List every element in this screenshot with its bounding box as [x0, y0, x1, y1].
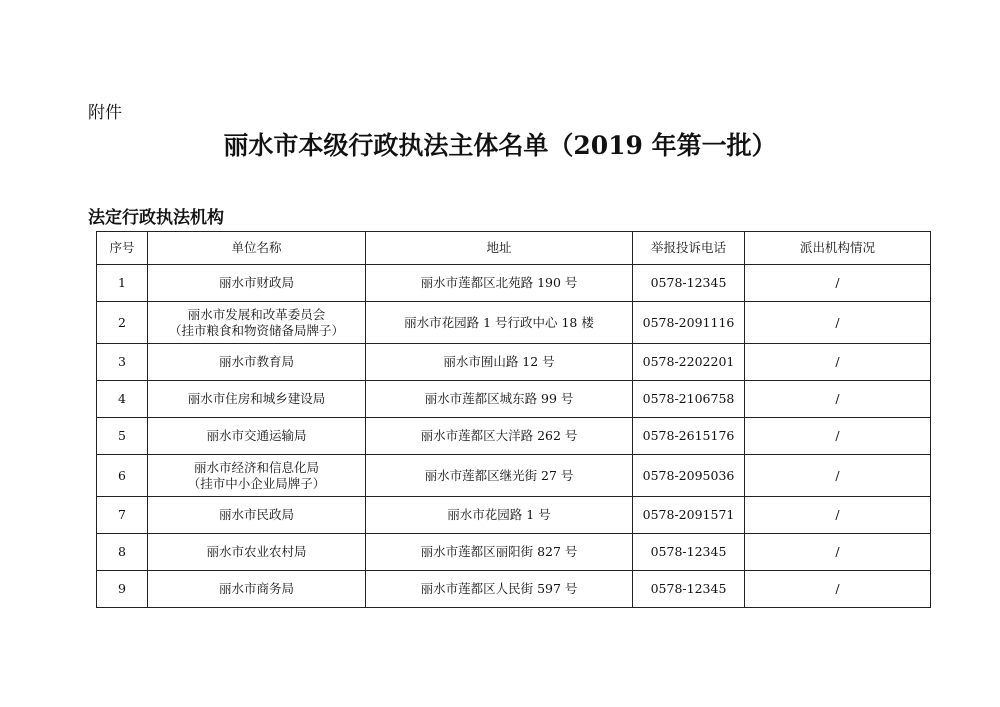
document-title: 丽水市本级行政执法主体名单（2019 年第一批） — [223, 131, 777, 160]
cell-phone: 0578-12345 — [633, 571, 745, 608]
cell-phone: 0578-12345 — [633, 534, 745, 571]
table-row — [97, 571, 931, 608]
unit-name: 丽水市财政局 — [218, 275, 294, 290]
cell-branch: / — [745, 418, 931, 455]
cell-phone: 0578-2091116 — [633, 302, 745, 344]
cell-address: 丽水市莲都区继光街 27 号 — [366, 455, 633, 497]
entity-table — [96, 231, 931, 608]
cell-address: 丽水市莲都区城东路 99 号 — [366, 381, 633, 418]
unit-name: 丽水市经济和信息化局 — [193, 459, 319, 475]
cell-unit-name — [148, 381, 366, 418]
header-unit-name: 单位名称 — [148, 232, 366, 265]
cell-serial: 2 — [97, 302, 148, 344]
cell-serial: 6 — [97, 455, 148, 497]
unit-name: 丽水市民政局 — [218, 507, 294, 522]
cell-address: 丽水市莲都区丽阳街 827 号 — [366, 534, 633, 571]
cell-phone: 0578-2202201 — [633, 344, 745, 381]
header-phone: 举报投诉电话 — [633, 232, 745, 265]
attachment-label: 附件 — [88, 103, 122, 123]
cell-serial: 8 — [97, 534, 148, 571]
cell-branch: / — [745, 534, 931, 571]
cell-unit-name — [148, 302, 366, 344]
section-heading: 法定行政执法机构 — [88, 208, 224, 228]
unit-name: 丽水市住房和城乡建设局 — [187, 391, 326, 406]
cell-serial: 5 — [97, 418, 148, 455]
cell-address: 丽水市花园路 1 号行政中心 18 楼 — [366, 302, 633, 344]
cell-phone: 0578-2615176 — [633, 418, 745, 455]
unit-name: 丽水市发展和改革委员会 — [187, 306, 326, 322]
cell-serial: 9 — [97, 571, 148, 608]
cell-address: 丽水市莲都区人民街 597 号 — [366, 571, 633, 608]
unit-name-sub: （挂市粮食和物资储备局牌子） — [168, 322, 344, 338]
cell-address: 丽水市花园路 1 号 — [366, 497, 633, 534]
table-row — [97, 418, 931, 455]
cell-branch: / — [745, 302, 931, 344]
cell-branch: / — [745, 381, 931, 418]
cell-branch: / — [745, 571, 931, 608]
cell-unit-name — [148, 344, 366, 381]
cell-serial: 4 — [97, 381, 148, 418]
header-address: 地址 — [366, 232, 633, 265]
unit-name: 丽水市交通运输局 — [206, 428, 307, 443]
cell-unit-name — [148, 455, 366, 497]
table-row — [97, 381, 931, 418]
unit-name: 丽水市教育局 — [218, 354, 294, 369]
cell-branch: / — [745, 265, 931, 302]
cell-branch: / — [745, 344, 931, 381]
cell-phone: 0578-2091571 — [633, 497, 745, 534]
table-row — [97, 344, 931, 381]
cell-serial: 3 — [97, 344, 148, 381]
cell-unit-name — [148, 265, 366, 302]
cell-unit-name — [148, 571, 366, 608]
header-serial: 序号 — [97, 232, 148, 265]
cell-unit-name — [148, 418, 366, 455]
cell-address: 丽水市莲都区大洋路 262 号 — [366, 418, 633, 455]
table-row — [97, 534, 931, 571]
cell-unit-name — [148, 497, 366, 534]
table-row — [97, 455, 931, 497]
table-header-row — [97, 232, 931, 265]
cell-serial: 1 — [97, 265, 148, 302]
cell-unit-name — [148, 534, 366, 571]
table-row — [97, 302, 931, 344]
table-row — [97, 265, 931, 302]
unit-name: 丽水市农业农村局 — [206, 544, 307, 559]
unit-name: 丽水市商务局 — [218, 581, 294, 596]
unit-name-sub: （挂市中小企业局牌子） — [187, 475, 326, 491]
cell-address: 丽水市囿山路 12 号 — [366, 344, 633, 381]
cell-serial: 7 — [97, 497, 148, 534]
cell-phone: 0578-12345 — [633, 265, 745, 302]
cell-phone: 0578-2106758 — [633, 381, 745, 418]
header-branch: 派出机构情况 — [745, 232, 931, 265]
cell-branch: / — [745, 455, 931, 497]
cell-address: 丽水市莲都区北苑路 190 号 — [366, 265, 633, 302]
cell-branch: / — [745, 497, 931, 534]
table-row — [97, 497, 931, 534]
cell-phone: 0578-2095036 — [633, 455, 745, 497]
